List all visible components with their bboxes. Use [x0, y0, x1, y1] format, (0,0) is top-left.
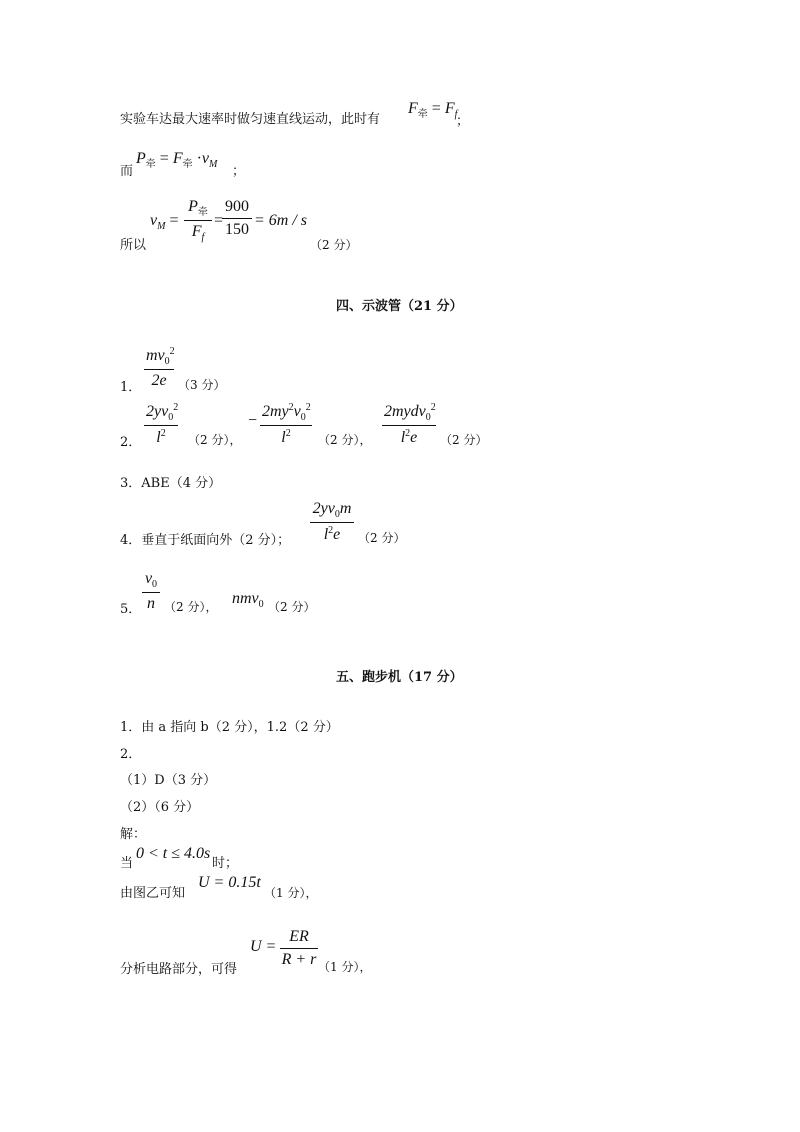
equals-sign: =: [214, 212, 224, 229]
intro-line-1-end: ；: [456, 114, 470, 129]
q4-5-score-a: （2 分），: [164, 600, 218, 614]
formula-vm-lhs: $v_M$ =: [150, 212, 179, 232]
q5-line-7-score: （1 分），: [264, 886, 318, 900]
q5-line-8-score: （1 分），: [318, 960, 372, 974]
q5-line-8-prefix: 分析电路部分，可得: [120, 962, 238, 977]
q5-line-6-suffix: 时；: [212, 856, 239, 871]
q4-5-number: 5．: [120, 602, 142, 617]
q4-1-number: 1．: [120, 380, 142, 395]
q5-line-2: 2．: [120, 747, 142, 762]
q4-2-number: 2．: [120, 435, 142, 450]
q5-u-equation: U = 0.15t: [198, 874, 261, 891]
formula-power: $P_牵 = F_牵 \cdot v_M$: [136, 150, 218, 170]
q5-condition: 0 < t ≤ 4.0s: [136, 845, 211, 862]
q4-2c-score: （2 分）: [440, 433, 488, 447]
q4-4-score: （2 分）: [358, 531, 406, 545]
fraction-900-over-150: 900 150: [222, 198, 252, 239]
q4-1-score: （3 分）: [178, 378, 226, 392]
q4-5-nmv0: nmv$_0$: [232, 590, 264, 610]
intro-line-2-prefix: 而: [120, 164, 134, 179]
q4-4-fraction: $2yv_0m$ $l^2e$: [310, 500, 354, 544]
q4-3: 3．ABE（4 分）: [120, 476, 222, 491]
intro-line-1: [120, 108, 380, 127]
section-four-title: 四、示波管（21 分）: [336, 299, 463, 314]
intro-text-1: 实验车达最大速率时做匀速直线运动，此时有: [120, 112, 381, 127]
q5-u-fraction: ER R + r: [281, 928, 317, 968]
q5-line-5: 解：: [120, 827, 147, 842]
q5-u-lhs: U =: [250, 938, 277, 955]
q4-5-score-b: （2 分）: [268, 600, 316, 614]
q4-2b-score: （2 分），: [318, 433, 372, 447]
q5-line-6-prefix: 当: [120, 856, 134, 871]
q5-line-7-prefix: 由图乙可知: [120, 886, 186, 901]
section-five-title: 五、跑步机（17 分）: [336, 670, 463, 685]
intro-line-2-end: ；: [232, 164, 246, 179]
q5-line-4: （2）（6 分）: [120, 800, 200, 815]
q4-2b-fraction: $2my^2v_0^2$ $l^2$: [262, 402, 311, 446]
formula-vm-result: = 6m / s: [254, 212, 308, 229]
q4-5-fraction: $v_0$ n: [142, 570, 160, 613]
q5-line-3: （1）D（3 分）: [120, 773, 217, 788]
q4-2c-fraction: 2mydv$_0^2$ $l^2e$: [384, 402, 436, 446]
minus-sign: −: [248, 412, 258, 429]
fraction-p-over-ff: $P_牵$ $F_f$: [184, 198, 212, 243]
q4-1-fraction: $mv_0^2$ 2e: [146, 346, 175, 389]
q5-line-1: 1．由 a 指向 b（2 分），1.2（2 分）: [120, 720, 339, 735]
q4-2a-fraction: $2yv_0^2$ $l^2$: [146, 402, 179, 446]
q4-4-text: 4．垂直于纸面向外（2 分）；: [120, 533, 291, 548]
intro-line-3-prefix: 所以: [120, 238, 147, 253]
intro-line-3-score: （2 分）: [310, 238, 358, 252]
q4-2a-score: （2 分），: [188, 433, 242, 447]
formula-f-traction-equals-ff: $F_牵 = F_f$: [408, 100, 458, 120]
